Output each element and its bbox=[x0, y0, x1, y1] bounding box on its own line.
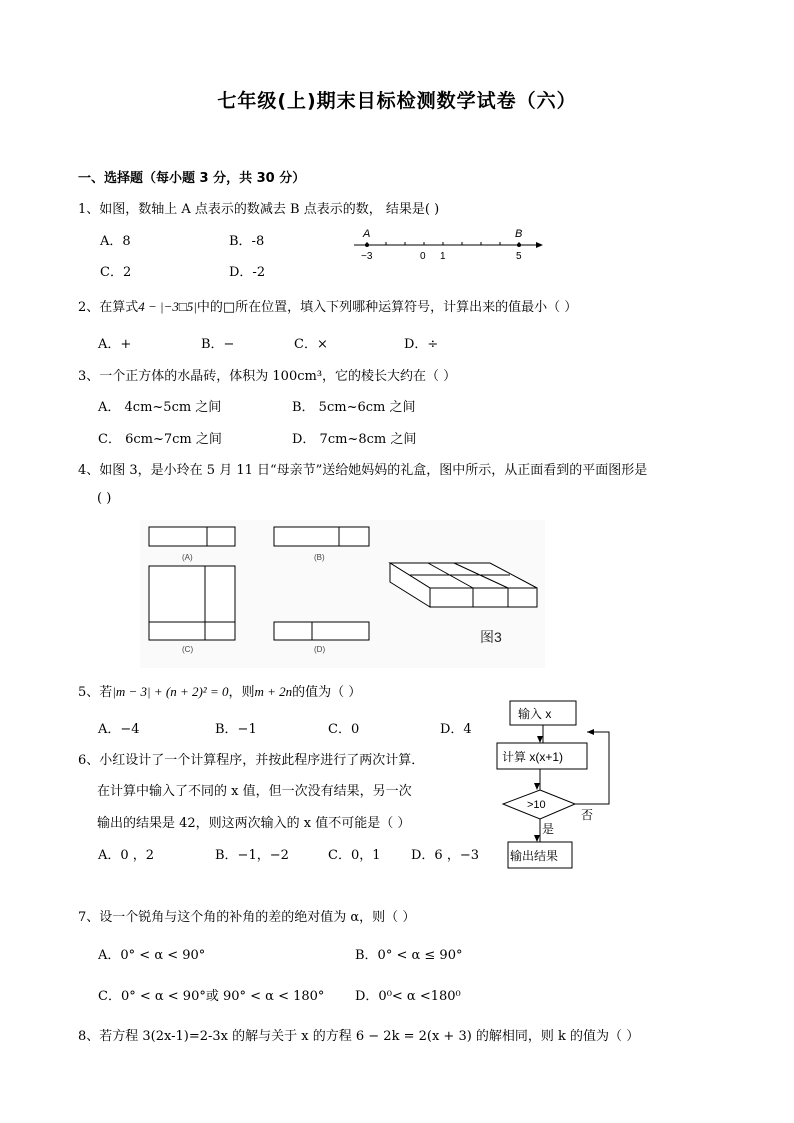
q5-option-c[interactable]: C．0 bbox=[328, 722, 360, 737]
q2-option-b[interactable]: B．− bbox=[201, 337, 235, 352]
q7-option-b[interactable]: B．0° < α ≤ 90° bbox=[355, 948, 463, 963]
tick-label: 0 bbox=[420, 251, 426, 262]
question-6-line-1: 6、小红设计了一个计算程序，并按此程序进行了两次计算． bbox=[78, 753, 425, 768]
question-2 bbox=[78, 296, 577, 315]
q1-option-a[interactable]: A．8 bbox=[100, 234, 131, 249]
question-6-line-3: 输出的结果是 42，则这两次输入的 x 值不可能是（ ） bbox=[97, 816, 411, 831]
q3-option-a[interactable]: A． 4cm~5cm 之间 bbox=[98, 400, 222, 415]
page-title: 七年级(上)期末目标检测数学试卷（六） bbox=[217, 90, 577, 112]
q1-option-c[interactable]: C．2 bbox=[100, 265, 132, 280]
fig-label-b: (B) bbox=[314, 553, 325, 562]
q5-option-d[interactable]: D．4 bbox=[440, 722, 472, 737]
q6-option-b[interactable]: B．−1，−2 bbox=[215, 848, 289, 863]
question-5 bbox=[78, 681, 361, 700]
tick-label: −3 bbox=[361, 251, 373, 262]
tick-label: 5 bbox=[516, 251, 522, 262]
question-1: 1、如图，数轴上 A 点表示的数减去 B 点表示的数， 结果是( ) bbox=[78, 202, 440, 217]
q1-option-b[interactable]: B．-8 bbox=[229, 234, 265, 249]
q6-option-d[interactable]: D．6 ，−3 bbox=[411, 848, 479, 863]
q4-figure bbox=[140, 520, 545, 668]
q2-option-c[interactable]: C．× bbox=[294, 337, 328, 352]
section-heading: 一、选择题（每小题 3 分，共 30 分） bbox=[78, 171, 306, 186]
flow-compute: 计算 x(x+1) bbox=[502, 750, 564, 764]
flowchart bbox=[490, 698, 620, 872]
question-7: 7、设一个锐角与这个角的补角的差的绝对值为 α，则（ ） bbox=[78, 910, 416, 925]
flow-output: 输出结果 bbox=[510, 849, 559, 863]
question-8: 8、若方程 3(2x-1)=2-3x 的解与关于 x 的方程 6 − 2k = 2(x + 3) 的解相同，则 k 的值为（ ） bbox=[78, 1029, 640, 1044]
q3-option-d[interactable]: D． 7cm~8cm 之间 bbox=[292, 432, 417, 447]
q5-option-b[interactable]: B．−1 bbox=[215, 722, 257, 737]
fig-label-a: (A) bbox=[182, 553, 193, 562]
q6-option-c[interactable]: C．0，1 bbox=[328, 848, 381, 863]
q1-option-d[interactable]: D．-2 bbox=[229, 265, 266, 280]
q3-option-c[interactable]: C． 6cm~7cm 之间 bbox=[98, 432, 222, 447]
q3-option-b[interactable]: B． 5cm~6cm 之间 bbox=[292, 400, 416, 415]
q5-text-mid: ，则 bbox=[228, 685, 255, 700]
question-4: 4、如图 3，是小玲在 5 月 11 日“母亲节”送给她妈妈的礼盒，图中所示，从正面看到的平面图形是 bbox=[78, 463, 648, 478]
flow-input: 输入 x bbox=[518, 707, 552, 721]
point-a-label: A bbox=[363, 228, 371, 240]
q2-expression: 4 − |−3□5| bbox=[138, 299, 197, 314]
q6-option-a[interactable]: A．0 ，2 bbox=[98, 848, 155, 863]
q5-expression: |m − 3| + (n + 2)² = 0 bbox=[112, 684, 229, 699]
q4-answer-paren: ( ) bbox=[97, 491, 112, 506]
fig-label-d: (D) bbox=[314, 645, 326, 654]
q5-text-pre: 5、若 bbox=[78, 685, 113, 700]
q7-option-c[interactable]: C．0° < α < 90°或 90° < α < 180° bbox=[98, 989, 325, 1004]
number-line bbox=[350, 222, 545, 264]
flow-condition: >10 bbox=[527, 799, 546, 811]
q2-text-pre: 2、在算式 bbox=[78, 300, 139, 315]
q7-option-a[interactable]: A．0° < α < 90° bbox=[98, 948, 206, 963]
flow-yes: 是 bbox=[542, 822, 555, 836]
fig-label-c: (C) bbox=[182, 645, 194, 654]
q2-text-post: 中的□所在位置，填入下列哪种运算符号，计算出来的值最小（ ） bbox=[196, 300, 578, 315]
fig-caption: 图3 bbox=[480, 629, 502, 645]
point-b-label: B bbox=[515, 228, 523, 240]
tick-label: 1 bbox=[440, 251, 446, 262]
question-3: 3、一个正方体的水晶砖，体积为 100cm³，它的棱长大约在（ ） bbox=[78, 369, 457, 384]
q2-option-a[interactable]: A．+ bbox=[98, 337, 132, 352]
question-6-line-2: 在计算中输入了不同的 x 值，但一次没有结果，另一次 bbox=[97, 784, 412, 799]
q5-option-a[interactable]: A．−4 bbox=[98, 722, 140, 737]
q2-option-d[interactable]: D．÷ bbox=[404, 337, 439, 352]
flow-no: 否 bbox=[581, 808, 594, 822]
q5-expression-2: m + 2n bbox=[254, 684, 293, 699]
q7-option-d[interactable]: D．0⁰< α <180⁰ bbox=[355, 989, 461, 1004]
q5-text-post: 的值为（ ） bbox=[292, 685, 362, 700]
